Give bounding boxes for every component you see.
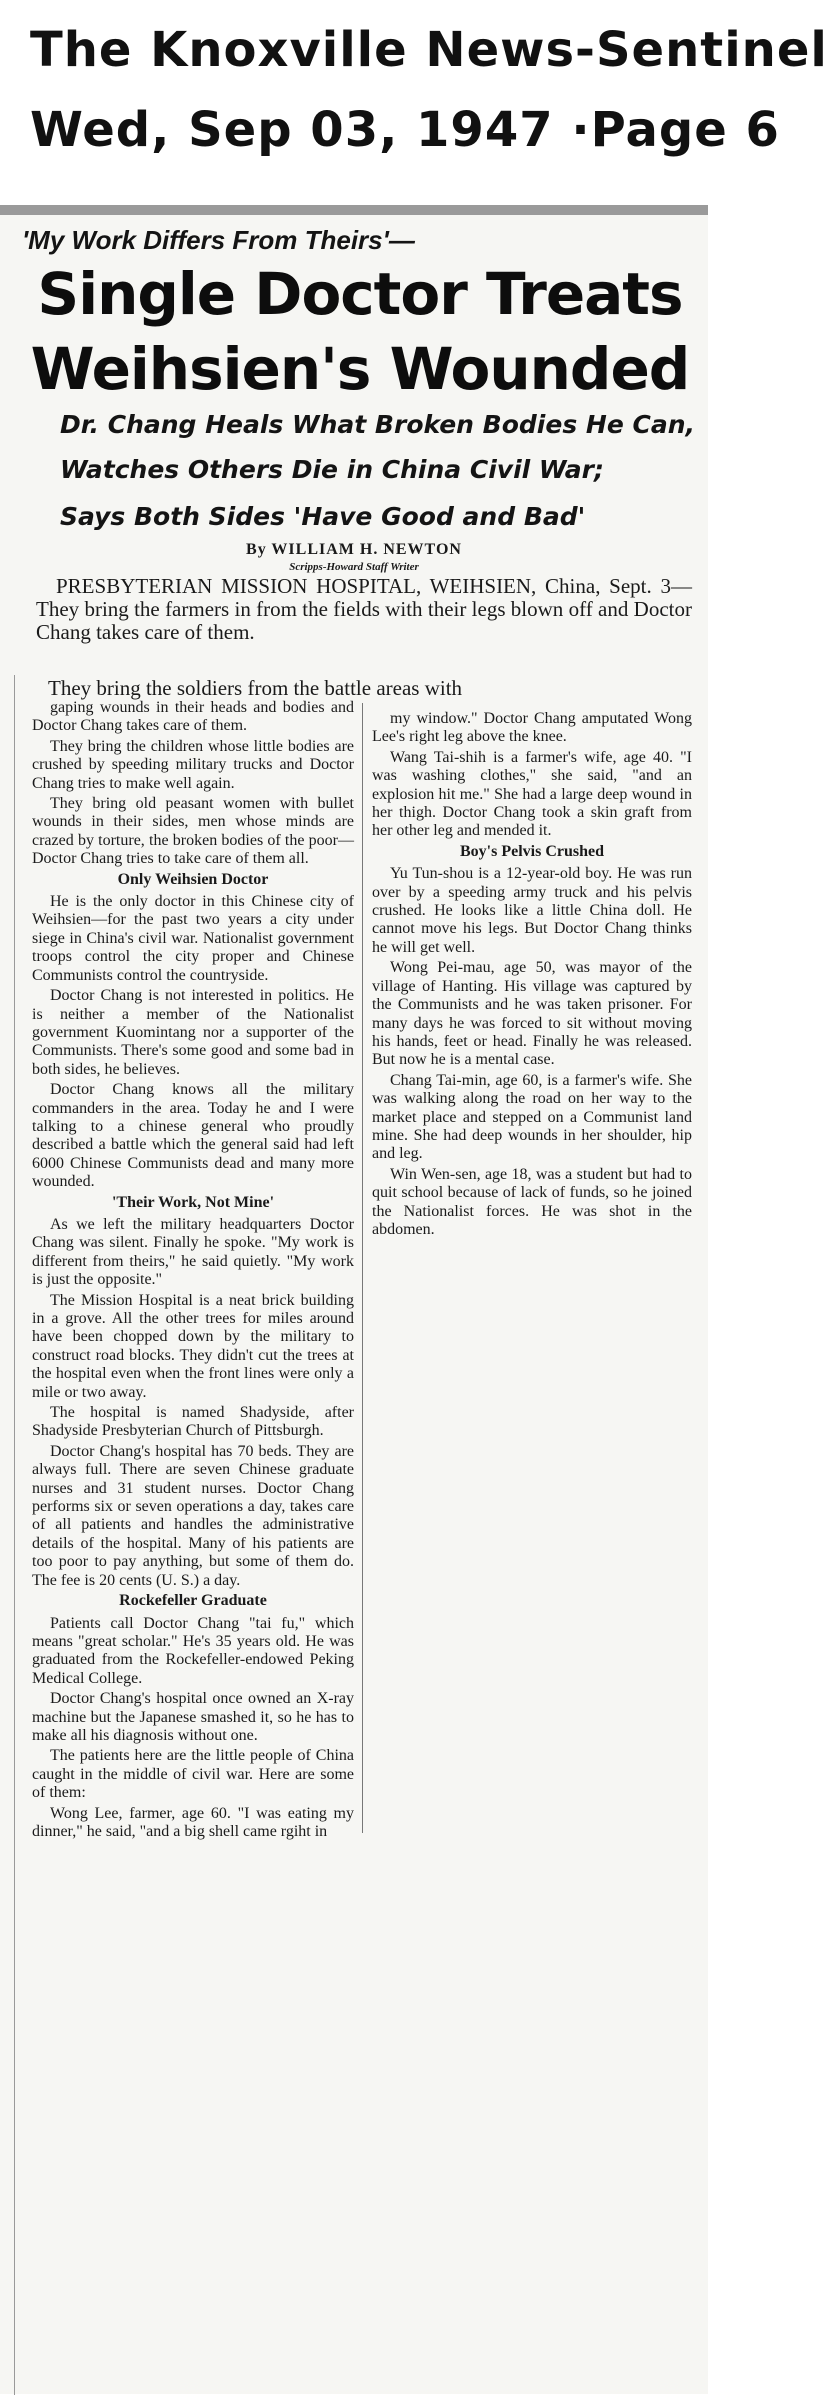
byline-affiliation: Scripps-Howard Staff Writer: [289, 561, 419, 573]
right-column-paragraph: Wong Pei-mau, age 50, was mayor of the village of Hanting. His village was captured by the Communists and he was taken prisoner. For many days he was forced to sit without moving his hands, feet or head. Finally he was released. But now he is a mental case.: [372, 959, 692, 1069]
deck-line-1: Dr. Chang Heals What Broken Bodies He Can,: [60, 410, 696, 439]
left-column-paragraph: They bring the children whose little bodies are crushed by speeding military trucks and Doctor Chang tries to make well again.: [32, 737, 354, 792]
deck-line-3: Says Both Sides 'Have Good and Bad': [60, 502, 586, 531]
clipping-top-edge: [0, 205, 708, 215]
right-column-paragraph: Win Wen-sen, age 18, was a student but had to quit school because of lack of funds, so he joined the Nationalist forces. He was shot in the abdomen.: [372, 1165, 692, 1238]
article-kicker: 'My Work Differs From Theirs'—: [22, 225, 415, 255]
right-column-paragraph: Yu Tun-shou is a 12-year-old boy. He was run over by a speeding army truck and his pelvis crushed. He looks like a little China doll. He cannot move his legs. But Doctor Chang thinks he will get well.: [372, 865, 692, 956]
left-column-paragraph: The patients here are the little people of China caught in the middle of civil war. Here are some of them:: [32, 1747, 354, 1802]
newspaper-clipping: [0, 205, 708, 2394]
left-column-subhead: Only Weihsien Doctor: [117, 870, 269, 888]
masthead: [0, 0, 828, 205]
left-column-paragraph: The hospital is named Shadyside, after Shadyside Presbyterian Church of Pittsburgh.: [32, 1404, 354, 1440]
right-column: [372, 710, 692, 1241]
headline-line-2: Weihsien's Wounded: [30, 335, 690, 403]
left-column-paragraph: Doctor Chang's hospital has 70 beds. They are always full. There are seven Chinese graduate nurses and 31 student nurses. Doctor Chang performs six or seven operations a day, takes care of all patients and handles the administrative details of the hospital. Many of his patients are too poor to pay anything, but some of them do. The fee is 20 cents (U. S.) a day.: [32, 1442, 354, 1589]
right-column-paragraph: my window." Doctor Chang amputated Wong Lee's right leg above the knee.: [372, 710, 692, 746]
left-column-paragraph: The Mission Hospital is a neat brick building in a grove. All the other trees for miles around have been chopped down by the military to construct road blocks. They didn't cut the trees at the hospital even when the front lines were only a mile or two away.: [32, 1291, 354, 1401]
clipping-left-rule: [14, 675, 15, 2395]
right-column-subhead: Boy's Pelvis Crushed: [459, 842, 604, 860]
deck-line-2: Watches Others Die in China Civil War;: [60, 455, 604, 484]
left-column-paragraph: As we left the military headquarters Doctor Chang was silent. Finally he spoke. "My work is different from theirs," he said quietly. "My work is just the opposite.": [32, 1215, 354, 1289]
left-column-subhead: Rockefeller Graduate: [119, 1592, 267, 1610]
byline: By WILLIAM H. NEWTON: [246, 541, 462, 558]
right-column-paragraph: Wang Tai-shih is a farmer's wife, age 40. "I was washing clothes," she said, "and an explosion hit me." She had a large deep wound in her thigh. Doctor Chang took a skin graft from her other leg and mended it.: [372, 748, 692, 840]
left-column-paragraph: He is the only doctor in this Chinese city of Weihsien—for the past two years a city under siege in China's civil war. Nationalist government troops control the city proper and Chinese Communists control the countryside.: [32, 893, 354, 984]
masthead-date-page: Wed, Sep 03, 1947 ·Page 6: [30, 102, 780, 158]
masthead-title: The Knoxville News-Sentinel: [30, 22, 828, 78]
headline-line-1: Single Doctor Treats: [37, 260, 683, 328]
left-column-paragraph: Wong Lee, farmer, age 60. "I was eating my dinner," he said, "and a big shell came rgiht in: [32, 1804, 354, 1840]
left-column: [32, 699, 354, 1843]
lead-paragraph: PRESBYTERIAN MISSION HOSPITAL, WEIHSIEN, China, Sept. 3—They bring the farmers in from the fields with their legs blown off and Doctor Chang takes care of them.: [36, 574, 692, 644]
left-column-subhead: 'Their Work, Not Mine': [111, 1193, 275, 1211]
right-column-paragraph: Chang Tai-min, age 60, is a farmer's wife. She was walking along the road on her way to the market place and stepped on a Communist land mine. She had deep wounds in her shoulder, hip and leg.: [372, 1071, 692, 1163]
left-column-paragraph: Doctor Chang is not interested in politics. He is neither a member of the Nationalist government Kuomintang nor a supporter of the Communists. There's some good and some bad in both sides, he believes.: [32, 987, 354, 1078]
left-column-paragraph: Patients call Doctor Chang "tai fu," which means "great scholar." He's 35 years old. He was graduated from the Rockefeller-endowed Peking Medical College.: [32, 1614, 354, 1687]
column-divider: [362, 703, 363, 1833]
lead-continuation: They bring the soldiers from the battle areas with: [48, 676, 463, 700]
left-column-paragraph: Doctor Chang knows all the military commanders in the area. Today he and I were talking to a chinese general who proudly described a battle which the general said had left 6000 Chinese Communists dead and many more wounded.: [32, 1081, 354, 1191]
left-column-paragraph: Doctor Chang's hospital once owned an X-ray machine but the Japanese smashed it, so he has to make all his diagnosis without one.: [32, 1690, 354, 1744]
left-column-paragraph: They bring old peasant women with bullet wounds in their sides, men whose minds are crazed by torture, the broken bodies of the poor—Doctor Chang tries to take care of them all.: [32, 795, 354, 868]
left-column-paragraph: gaping wounds in their heads and bodies and Doctor Chang takes care of them.: [32, 699, 354, 735]
